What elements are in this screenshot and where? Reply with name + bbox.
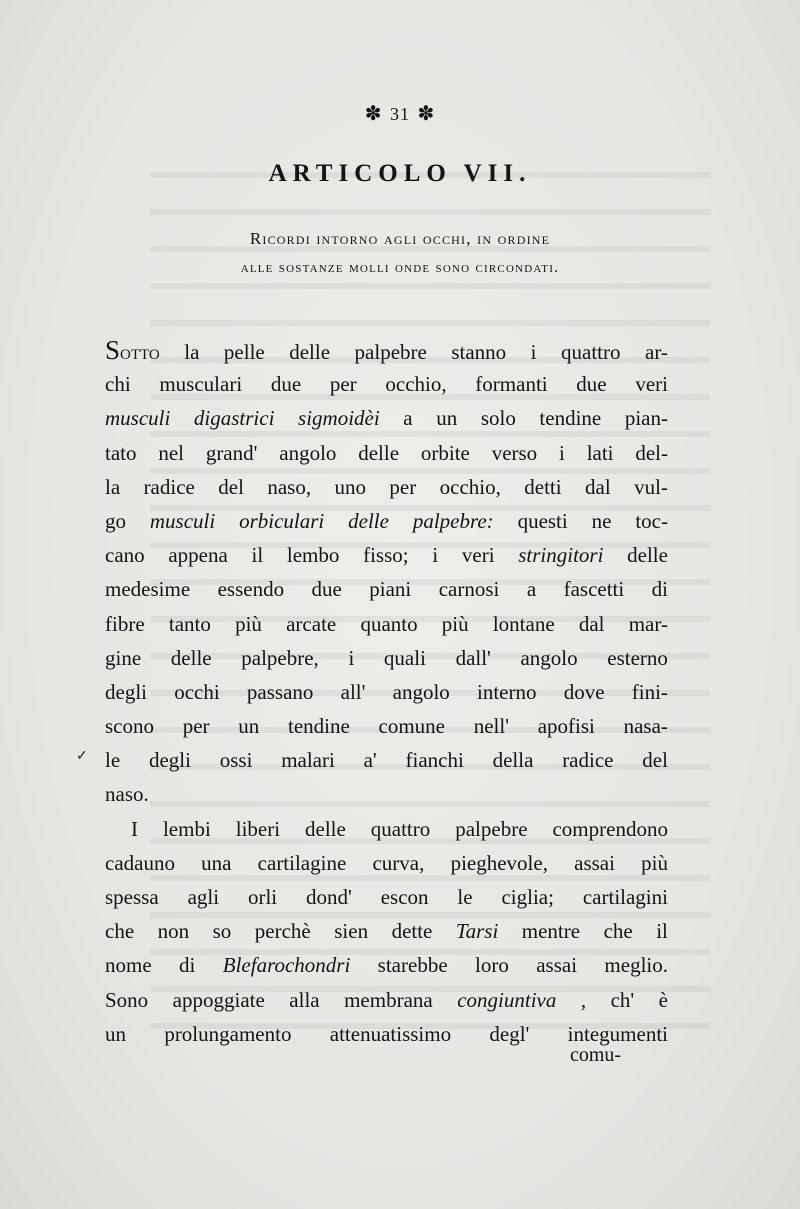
word: quattro <box>561 340 621 364</box>
word: agli <box>187 885 220 909</box>
word: più <box>235 611 262 636</box>
page-number: 31 <box>390 104 410 124</box>
word: esterno <box>607 645 668 670</box>
text-line <box>105 948 668 982</box>
word: congiuntiva <box>457 987 557 1012</box>
word: palpebre <box>354 340 427 364</box>
word: cano <box>105 543 145 568</box>
ornament-right-icon: ✽ <box>417 103 436 125</box>
word: prolungamento <box>164 1021 292 1046</box>
word: che <box>603 919 633 944</box>
word: Sono <box>105 987 149 1012</box>
word: solo <box>480 406 516 431</box>
body-text <box>105 333 668 1051</box>
word: naso, <box>267 474 312 499</box>
word: formanti <box>475 372 548 397</box>
word: Blefarochondri <box>222 953 351 978</box>
word: tanto <box>168 611 211 636</box>
word: appena <box>168 543 228 568</box>
word: veri <box>461 543 495 568</box>
word: curva, <box>372 850 425 875</box>
word: nell' <box>473 714 509 739</box>
word: degl' <box>489 1021 530 1046</box>
word: , <box>580 987 587 1012</box>
word: la <box>184 340 200 364</box>
word: due <box>311 577 342 602</box>
word: dond' <box>306 885 352 909</box>
word: Sotto <box>105 333 160 369</box>
word: angolo <box>279 440 337 465</box>
word: musculi <box>149 508 216 533</box>
word: appoggiate <box>172 987 265 1012</box>
word: tendine <box>539 406 602 431</box>
word: dal <box>578 611 605 636</box>
word: assai <box>574 850 615 875</box>
word: starebbe <box>377 953 448 978</box>
word: pian- <box>624 406 668 431</box>
word: lembo <box>286 543 340 568</box>
word: per <box>389 474 417 499</box>
word: stanno <box>451 340 507 364</box>
word: occhio, <box>439 474 501 499</box>
word: è <box>658 987 668 1012</box>
article-subtitle-line-1: Ricordi intorno agli occhi, in ordine <box>249 229 551 248</box>
word: stringitori <box>518 543 604 568</box>
word: che <box>105 919 135 944</box>
text-line <box>105 572 668 606</box>
word: fascetti <box>563 577 625 602</box>
word: fisso; <box>363 543 409 568</box>
word: di <box>651 577 668 602</box>
word: comune <box>378 714 445 739</box>
word: degli <box>148 748 191 773</box>
text-line <box>105 538 668 572</box>
word: sigmoidèi <box>298 406 380 431</box>
word: grand' <box>205 440 258 465</box>
word: tato <box>105 440 137 465</box>
word: fini- <box>631 679 668 704</box>
word: le <box>457 885 473 909</box>
text-line <box>105 983 668 1017</box>
word: delle <box>627 543 668 568</box>
word: palpebre: <box>412 508 494 533</box>
word: malari <box>281 748 335 773</box>
word: so <box>212 919 232 944</box>
word: palpebre, <box>241 645 319 670</box>
word: alla <box>289 987 320 1012</box>
page-header <box>0 101 800 126</box>
word: attenuatissimo <box>329 1021 452 1046</box>
word: all' <box>340 679 366 704</box>
text-line <box>105 709 668 743</box>
word: delle <box>289 340 331 364</box>
word: musculi <box>105 406 171 431</box>
text-line <box>105 607 668 641</box>
word: nome <box>105 953 152 978</box>
word: toc- <box>635 508 668 533</box>
word: delle <box>348 508 389 533</box>
article-subtitle-line-2: alle sostanze molli onde sono circondati. <box>240 259 560 276</box>
word: fianchi <box>405 748 464 773</box>
word: orbite <box>420 440 470 465</box>
word: delle <box>305 816 346 841</box>
word: musculari <box>159 372 243 397</box>
word: uno <box>334 474 366 499</box>
text-line <box>105 675 668 709</box>
word: verso <box>491 440 538 465</box>
text-line <box>105 743 668 777</box>
word: ne <box>591 508 612 533</box>
word: i <box>559 440 565 465</box>
word: il <box>656 919 668 944</box>
word: passano <box>246 679 314 704</box>
word: delle <box>358 440 400 465</box>
word: ch' <box>610 987 635 1012</box>
article-title: ARTICOLO VII. <box>268 160 532 187</box>
word: fibre <box>105 611 145 636</box>
word: digastrici <box>193 406 275 431</box>
word: occhio, <box>385 372 447 397</box>
text-line <box>105 641 668 675</box>
word: delle <box>170 645 212 670</box>
word: a <box>526 577 537 602</box>
margin-mark: ✓ <box>76 749 88 764</box>
text-line <box>105 880 668 914</box>
word: ciglia; <box>501 885 554 909</box>
word: ossi <box>219 748 253 773</box>
word: angolo <box>392 679 450 704</box>
word: quanto <box>360 611 418 636</box>
word: le <box>105 748 121 773</box>
text-line <box>105 436 668 470</box>
word: loro <box>475 953 509 978</box>
text-line <box>105 777 668 811</box>
text-line <box>105 367 668 401</box>
word: due <box>576 372 607 397</box>
word: angolo <box>520 645 578 670</box>
word: pieghevole, <box>450 850 548 875</box>
text-line <box>105 470 668 504</box>
word: lontane <box>492 611 555 636</box>
word: degli <box>105 679 147 704</box>
word: radice <box>562 748 614 773</box>
word: naso. <box>105 782 149 807</box>
word: dal <box>585 474 611 499</box>
word: meglio. <box>604 953 668 978</box>
word: del- <box>635 440 668 465</box>
word: i <box>432 543 439 568</box>
word: gine <box>105 645 142 670</box>
word: orli <box>247 885 278 909</box>
word: i <box>348 645 355 670</box>
word: piani <box>369 577 412 602</box>
word: nasa- <box>623 714 668 739</box>
word: ar- <box>645 340 668 364</box>
word: questi <box>517 508 568 533</box>
word: assai <box>536 953 578 978</box>
drop-cap: S <box>105 335 121 365</box>
word: due <box>270 372 302 397</box>
word: lati <box>586 440 614 465</box>
text-line <box>105 333 668 367</box>
word: scono <box>105 714 154 739</box>
word: cadauno <box>105 850 175 875</box>
text-line <box>105 846 668 880</box>
word: detti <box>524 474 562 499</box>
text-line <box>105 401 668 435</box>
word: pelle <box>223 340 265 364</box>
word: cartilagini <box>582 885 668 909</box>
word: orbiculari <box>239 508 325 533</box>
word: perchè <box>254 919 311 944</box>
word: carnosi <box>438 577 500 602</box>
word: un <box>238 714 260 739</box>
word: non <box>157 919 190 944</box>
word: interno <box>477 679 537 704</box>
word: medesime <box>105 577 191 602</box>
word: membrana <box>344 987 433 1012</box>
word: escon <box>380 885 429 909</box>
word: quali <box>383 645 426 670</box>
word: del <box>218 474 244 499</box>
word: un <box>436 406 458 431</box>
word: mar- <box>628 611 668 636</box>
word: di <box>179 953 196 978</box>
word: una <box>201 850 232 875</box>
word: comprendono <box>552 816 668 841</box>
word: go <box>105 508 126 533</box>
word: del <box>642 748 668 773</box>
text-line <box>105 812 668 846</box>
word: dette <box>391 919 433 944</box>
word: dove <box>563 679 605 704</box>
word: occhi <box>174 679 220 704</box>
word: essendo <box>217 577 285 602</box>
word: tendine <box>287 714 350 739</box>
word: più <box>641 850 668 875</box>
text-line <box>105 504 668 538</box>
word: la <box>105 474 121 499</box>
word: della <box>492 748 534 773</box>
word: I <box>131 816 138 841</box>
word: vul- <box>634 474 668 499</box>
word: più <box>441 611 469 636</box>
word: il <box>251 543 264 568</box>
word: sien <box>334 919 369 944</box>
ornament-left-icon: ✽ <box>364 103 383 125</box>
word: nel <box>158 440 184 465</box>
word: dall' <box>455 645 491 670</box>
word: chi <box>105 372 131 397</box>
word: per <box>329 372 357 397</box>
word: spessa <box>105 885 159 909</box>
word: lembi <box>162 816 211 841</box>
word: Tarsi <box>455 919 499 944</box>
word: arcate <box>286 611 337 636</box>
text-line <box>105 914 668 948</box>
word: a <box>403 406 413 431</box>
word: per <box>182 714 210 739</box>
word: radice <box>143 474 195 499</box>
word: integumenti <box>567 1021 668 1046</box>
word: mentre <box>521 919 581 944</box>
word: un <box>105 1021 126 1046</box>
word: quattro <box>370 816 431 841</box>
word: palpebre <box>455 816 528 841</box>
word: liberi <box>235 816 281 841</box>
word: cartilagine <box>257 850 347 875</box>
word: apofisi <box>537 714 595 739</box>
word: veri <box>635 372 668 397</box>
word: a' <box>363 748 377 773</box>
word: i <box>530 340 537 364</box>
catchword: comu- <box>570 1044 622 1066</box>
